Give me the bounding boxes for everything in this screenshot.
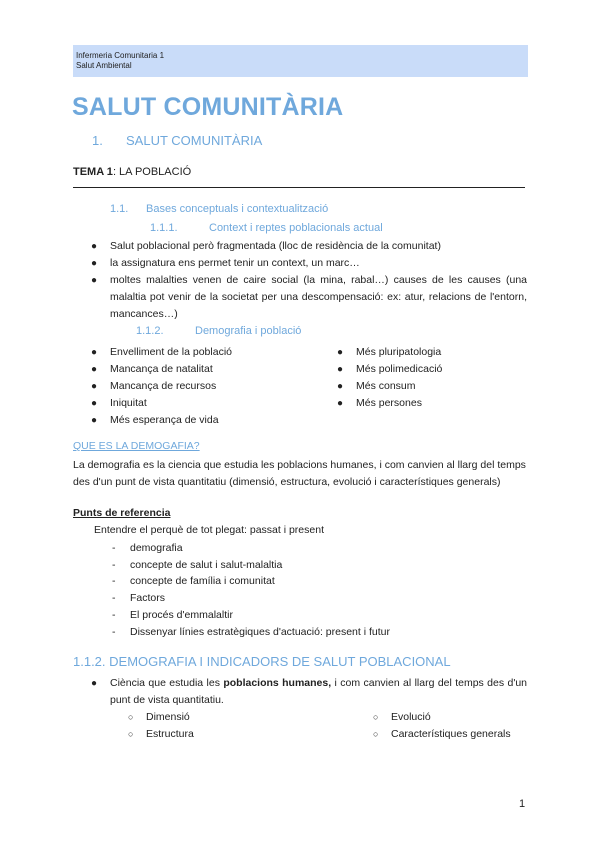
bullet-icon: ● [337,347,344,358]
bullet-icon: ● [91,347,98,358]
list-item: ● Iniquitat [90,395,330,412]
list-item: - Dissenyar línies estratègiques d'actuació: present i futur [112,624,390,641]
horizontal-rule [73,187,525,188]
subsection-number: 1.1.1. [150,222,178,234]
dash-icon: - [112,542,116,554]
list-item: ● Més polimedicació [336,361,526,378]
list-item: ● Salut poblacional però fragmentada (lloc de residència de la comunitat) [90,238,527,255]
list-item: ○ Dimensió [128,709,194,726]
list-item: ● Més pluripatologia [336,344,526,361]
bullet-icon: ● [91,275,98,286]
tema-heading [73,166,191,178]
subsection-label: Demografia i població [195,325,302,337]
dash-icon: - [112,592,116,605]
circle-bullet-icon: ○ [128,728,134,739]
section-label: SALUT COMUNITÀRIA [126,133,263,148]
page-title: SALUT COMUNITÀRIA [72,93,344,121]
characteristics-right [373,709,511,742]
list-item: ● Més esperança de vida [90,412,330,429]
circle-bullet-icon: ○ [373,728,379,739]
list-item: - demografia [112,540,390,557]
demography-definition: La demografia es la ciencia que estudia les poblacions humanes, i com canvien al llarg del temps des d'un punt de vista quantitatiu (dimensió, estructura, evolució i característiques generals) [73,459,526,488]
list-item: ● Més persones [336,395,526,412]
list-item: ○ Estructura [128,726,194,743]
section-heading-1-1-2: 1.1.2. DEMOGRAFIA I INDICADORS DE SALUT POBLACIONAL [73,654,451,669]
bullet-icon: ● [91,678,98,689]
list-item: - Factors [112,590,390,607]
bullet-icon: ● [337,381,344,392]
bullet-icon: ● [91,241,98,252]
list-item: ● Més consum [336,378,526,395]
header-line-subject: Salut Ambiental [76,61,132,70]
bullet-icon: ● [91,398,98,409]
header-line-course: Infermeria Comunitaria 1 [76,51,165,60]
list-item: ● moltes malalties venen de caire social (la mina, rabal…) causes de les causes (una malaltia pot venir de la societat per una descompensació: ex: atur, relacions de l'entorn, mancances…) [91,274,527,320]
subsection-label: Context i reptes poblacionals actual [209,222,383,234]
dash-icon: - [112,575,116,588]
subsection-1-1-2 [136,325,301,337]
demography-bullets-left [90,344,330,429]
running-header [73,45,528,77]
subsection-number: 1.1. [110,203,129,215]
list-item: ● la assignatura ens permet tenir un context, un marc… [90,255,527,272]
list-item: ○ Evolució [373,709,511,726]
bullet-icon: ● [91,381,98,392]
bullet-icon: ● [337,398,344,409]
characteristics-left [128,709,194,742]
subsection-1-1-1 [150,222,383,234]
bullet-icon: ● [91,258,98,269]
list-item: ● Ciència que estudia les poblacions humanes, i com canvien al llarg del temps des d'un punt de vista quantitatiu. [91,677,528,706]
page-number: 1 [519,798,526,810]
list-item: ● Envelliment de la població [90,344,330,361]
context-bullets [90,238,527,323]
circle-bullet-icon: ○ [373,712,379,722]
tema-title: : LA POBLACIÓ [112,166,192,178]
circle-bullet-icon: ○ [128,712,134,722]
bullet-icon: ● [337,364,344,375]
subsection-label: Bases conceptuals i contextualització [146,203,329,215]
subsection-1-1 [110,203,328,215]
reference-points-list [112,540,390,640]
dash-icon: - [112,608,116,621]
final-bullets [90,675,527,709]
list-item: - El procés d'emmalaltir [112,607,390,624]
dash-icon: - [112,625,116,638]
section-number: 1. [92,133,103,148]
list-item: ○ Característiques generals [373,726,511,743]
list-item: - concepte de família i comunitat [112,573,390,590]
list-item: ● Mancança de natalitat [90,361,330,378]
bullet-icon: ● [91,415,98,426]
section-heading-1 [92,133,262,148]
subsection-number: 1.1.2. [136,325,164,337]
tema-label: TEMA 1 [73,166,113,178]
list-item: ● Mancança de recursos [90,378,330,395]
demography-bullets-right [336,344,526,412]
reference-points-heading: Punts de referencia [73,507,171,519]
bullet-icon: ● [91,364,98,375]
demography-question: QUE ES LA DEMOGAFIA? [73,440,200,452]
dash-icon: - [112,558,116,571]
reference-points-intro: Entendre el perquè de tot plegat: passat i present [94,524,324,536]
list-item: - concepte de salut i salut-malaltia [112,557,390,574]
